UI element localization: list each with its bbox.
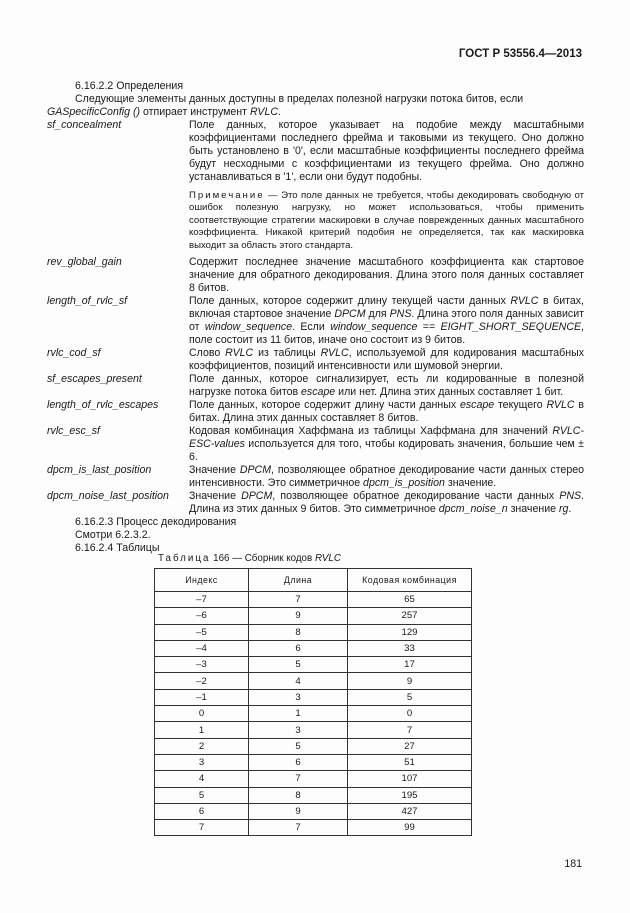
page-body: [47, 80, 584, 555]
cell-length: 5: [249, 738, 348, 754]
cell-length: 9: [249, 608, 348, 624]
def-rev-global-gain: [47, 256, 584, 295]
cell-index: –3: [155, 657, 249, 673]
cell-index: 7: [155, 820, 249, 836]
document-header: ГОСТ Р 53556.4—2013: [458, 48, 582, 60]
table-row: [155, 673, 472, 689]
cell-codeword: 427: [348, 803, 472, 819]
def-term: rvlc_esc_sf: [47, 425, 100, 438]
def-desc: Слово RVLC из таблицы RVLC, используемой для кодирования масштабных коэффициентов, позиций интенсивности или шумовой энергии.: [189, 347, 585, 373]
cell-codeword: 65: [348, 592, 472, 608]
def-term: dpcm_is_last_position: [47, 464, 152, 477]
def-desc: Поле данных, которое содержит длину текущей части данных RVLC в битах, включая стартовое значение DPCM для PNS. Длина этого поля данных зависит от window_sequence. Если window_sequence == EIGHT_SHORT_SEQUENCE, поле состоит из 11 битов, иначе оно состоит из 9 битов.: [189, 295, 584, 347]
cell-codeword: 99: [348, 820, 472, 836]
table-row: [155, 787, 472, 803]
cell-length: 5: [249, 657, 348, 673]
cell-length: 7: [249, 771, 348, 787]
cell-length: 6: [249, 640, 348, 656]
cell-codeword: 33: [348, 640, 472, 656]
cell-length: 4: [249, 673, 348, 689]
decoding-ref: Смотри 6.2.3.2.: [75, 529, 151, 542]
cell-index: 4: [155, 771, 249, 787]
cell-codeword: 195: [348, 787, 472, 803]
def-desc: Поле данных, которое содержит длину части данных escape текущего RVLC в битах. Длина этих данных составляет 8 битов.: [189, 399, 584, 425]
table-row: [155, 820, 472, 836]
cell-codeword: 9: [348, 673, 472, 689]
page-number: 181: [564, 858, 582, 870]
cell-length: 8: [249, 624, 348, 640]
def-sf-escapes-present: [47, 373, 584, 399]
def-term: sf_concealment: [47, 119, 122, 131]
cell-length: 8: [249, 787, 348, 803]
cell-codeword: 257: [348, 608, 472, 624]
intro-line: Следующие элементы данных доступны в пределах полезной нагрузки потока битов, если: [75, 93, 524, 105]
cell-codeword: 51: [348, 754, 472, 770]
table-row: [155, 624, 472, 640]
table-header-row: [155, 569, 472, 592]
def-term: sf_escapes_present: [47, 373, 142, 386]
table-row: [155, 689, 472, 705]
rvlc-codebook-table: [154, 568, 472, 836]
cell-codeword: 5: [348, 689, 472, 705]
def-term: dpcm_noise_last_position: [47, 490, 169, 503]
cell-index: 6: [155, 803, 249, 819]
table-row: [155, 771, 472, 787]
cell-length: 7: [249, 592, 348, 608]
section-title-decoding: 6.16.2.3 Процесс декодирования: [75, 516, 237, 529]
def-term: rvlc_cod_sf: [47, 347, 101, 360]
table-row: [155, 722, 472, 738]
col-header-length: Длина: [249, 569, 348, 592]
cell-codeword: 27: [348, 738, 472, 754]
cell-index: –5: [155, 624, 249, 640]
cell-length: 3: [249, 722, 348, 738]
cell-codeword: 107: [348, 771, 472, 787]
section-title-tables: 6.16.2.4 Таблицы: [75, 542, 160, 555]
def-term: length_of_rvlc_escapes: [47, 399, 159, 412]
intro-line-2: GASpecificConfig () отпирает инструмент RVLC.: [47, 106, 281, 118]
cell-index: –1: [155, 689, 249, 705]
def-sf-concealment: [47, 119, 584, 184]
def-desc: Содержит последнее значение масштабного коэффициента как стартовое значение для обратного декодирования. Длина этого поля данных составляет 8 битов.: [189, 256, 584, 295]
cell-length: 1: [249, 706, 348, 722]
cell-index: –2: [155, 673, 249, 689]
cell-length: 7: [249, 820, 348, 836]
def-length-of-rvlc-sf: [47, 295, 584, 347]
def-rvlc-esc-sf: [47, 425, 584, 464]
section-title-definitions: 6.16.2.2 Определения: [75, 80, 184, 92]
table-row: [155, 592, 472, 608]
cell-length: 6: [249, 754, 348, 770]
table-row: [155, 640, 472, 656]
cell-length: 9: [249, 803, 348, 819]
cell-index: –7: [155, 592, 249, 608]
table-row: [155, 706, 472, 722]
def-term: length_of_rvlc_sf: [47, 295, 128, 308]
cell-index: 1: [155, 722, 249, 738]
cell-codeword: 0: [348, 706, 472, 722]
def-desc: Значение DPCM, позволяющее обратное декодирование части данных PNS. Длина из этих данных 9 битов. Это симметричное dpcm_noise_n значение rg.: [189, 490, 585, 516]
def-length-of-rvlc-escapes: [47, 399, 584, 425]
table-row: [155, 803, 472, 819]
cell-index: –4: [155, 640, 249, 656]
note-row: [47, 184, 584, 256]
cell-index: 2: [155, 738, 249, 754]
cell-codeword: 17: [348, 657, 472, 673]
table-row: [155, 738, 472, 754]
def-desc: Поле данных, которое сигнализирует, есть ли кодированные в полезной нагрузке потока битов escape или нет. Длина этих данных составляет 1 бит.: [189, 373, 584, 399]
col-header-codeword: Кодовая комбинация: [348, 569, 472, 592]
table-caption: Таблица 166 — Сборник кодов RVLC: [158, 553, 341, 564]
table-row: [155, 754, 472, 770]
def-dpcm-noise-last-position: [47, 490, 584, 516]
cell-index: 0: [155, 706, 249, 722]
cell-index: –6: [155, 608, 249, 624]
table-row: [155, 657, 472, 673]
cell-index: 3: [155, 754, 249, 770]
cell-index: 5: [155, 787, 249, 803]
def-rvlc-cod-sf: [47, 347, 584, 373]
cell-length: 3: [249, 689, 348, 705]
cell-codeword: 129: [348, 624, 472, 640]
cell-codeword: 7: [348, 722, 472, 738]
note-text: Примечание — Это поле данных не требуется, чтобы декодировать свободную от ошибок полезную нагрузку, но может использоваться, чтобы применить соответствующие стратегии маскировки в случае поврежденных данных масштабного коэффициента. Никакой критерий подобия не определяется, так как маскировка выходит за область этого стандарта.: [189, 190, 584, 251]
def-desc: Значение DPCM, позволяющее обратное декодирование части данных стерео интенсивности. Это симметричное dpcm_is_position значение.: [189, 464, 584, 490]
def-term: rev_global_gain: [47, 256, 122, 269]
def-desc: Кодовая комбинация Хаффмана из таблицы Хаффмана для значений RVLC-ESC-values используется для того, чтобы кодировать значения, большие чем ± 6.: [189, 425, 584, 464]
def-desc: Поле данных, которое указывает на подобие между масштабными коэффициентами последнего фрейма и таковыми из текущего. Оно должно быть установлено в '0', если масштабные коэффициенты последнего фрейма будут несходными с коэффициентами из текущего фрейма. Оно должно устанавливаться в '1', если они будут подобны.: [189, 119, 584, 183]
col-header-index: Индекс: [155, 569, 249, 592]
def-dpcm-is-last-position: [47, 464, 584, 490]
table-row: [155, 608, 472, 624]
